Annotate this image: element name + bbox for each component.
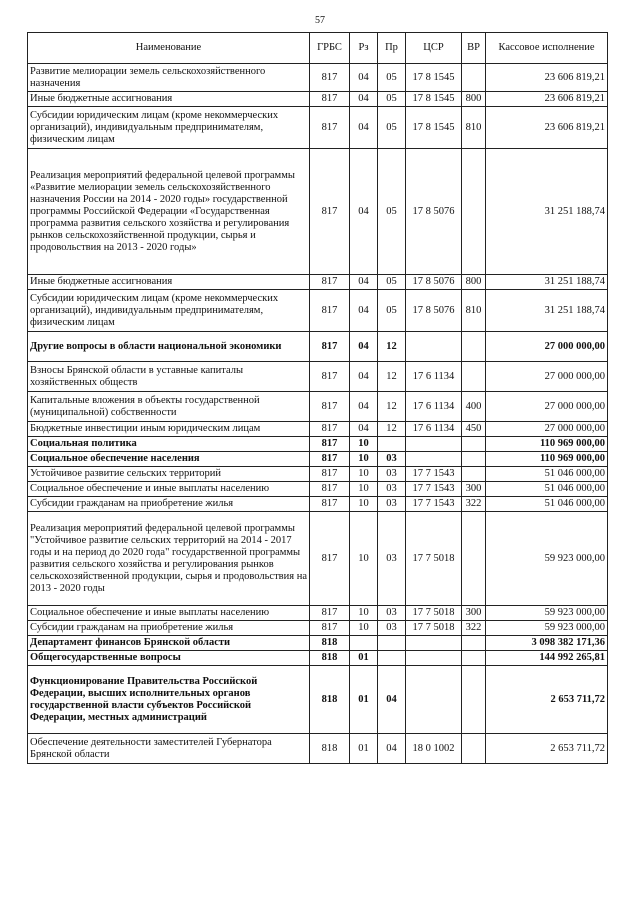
row-grbs: 817 — [310, 92, 350, 107]
row-pr: 03 — [378, 512, 406, 606]
row-pr: 05 — [378, 64, 406, 92]
row-vr: 800 — [462, 275, 486, 290]
table-row — [28, 149, 608, 275]
row-pr: 03 — [378, 482, 406, 497]
row-name: Субсидии юридическим лицам (кроме некоммерческих организаций), индивидуальным предпринимателям, физическим лицам — [28, 107, 310, 149]
table-row — [28, 392, 608, 422]
table-row — [28, 666, 608, 734]
row-grbs: 817 — [310, 497, 350, 512]
row-rz: 10 — [350, 512, 378, 606]
row-amount: 2 653 711,72 — [486, 734, 608, 764]
row-amount: 51 046 000,00 — [486, 482, 608, 497]
row-name: Департамент финансов Брянской области — [28, 636, 310, 651]
row-csr: 17 8 5076 — [406, 149, 462, 275]
table-row — [28, 606, 608, 621]
row-amount: 23 606 819,21 — [486, 64, 608, 92]
row-amount: 27 000 000,00 — [486, 362, 608, 392]
row-pr: 12 — [378, 362, 406, 392]
row-amount: 144 992 265,81 — [486, 651, 608, 666]
row-name: Социальное обеспечение населения — [28, 452, 310, 467]
budget-execution-table — [27, 32, 608, 764]
row-vr: 810 — [462, 107, 486, 149]
row-grbs: 817 — [310, 64, 350, 92]
row-name: Капитальные вложения в объекты государственной (муниципальной) собственности — [28, 392, 310, 422]
row-name: Устойчивое развитие сельских территорий — [28, 467, 310, 482]
row-rz: 10 — [350, 621, 378, 636]
row-vr — [462, 332, 486, 362]
row-amount: 31 251 188,74 — [486, 149, 608, 275]
row-vr: 800 — [462, 92, 486, 107]
row-csr: 17 7 1543 — [406, 467, 462, 482]
row-rz: 10 — [350, 606, 378, 621]
header-csr: ЦСР — [406, 33, 462, 64]
table-row — [28, 275, 608, 290]
row-csr: 17 8 5076 — [406, 290, 462, 332]
row-vr — [462, 636, 486, 651]
row-vr — [462, 437, 486, 452]
row-grbs: 817 — [310, 422, 350, 437]
row-name: Обеспечение деятельности заместителей Губернатора Брянской области — [28, 734, 310, 764]
row-name: Субсидии юридическим лицам (кроме некоммерческих организаций), индивидуальным предпринимателям, физическим лицам — [28, 290, 310, 332]
row-rz: 10 — [350, 482, 378, 497]
row-pr: 03 — [378, 452, 406, 467]
row-pr: 12 — [378, 332, 406, 362]
row-amount: 31 251 188,74 — [486, 275, 608, 290]
header-vr: ВР — [462, 33, 486, 64]
row-csr: 18 0 1002 — [406, 734, 462, 764]
table-row — [28, 64, 608, 92]
row-csr: 17 7 5018 — [406, 606, 462, 621]
row-name: Иные бюджетные ассигнования — [28, 92, 310, 107]
row-rz: 10 — [350, 452, 378, 467]
header-pr: Пр — [378, 33, 406, 64]
row-grbs: 817 — [310, 437, 350, 452]
row-name: Развитие мелиорации земель сельскохозяйственного назначения — [28, 64, 310, 92]
row-name: Взносы Брянской области в уставные капиталы хозяйственных обществ — [28, 362, 310, 392]
header-grbs: ГРБС — [310, 33, 350, 64]
row-pr: 04 — [378, 734, 406, 764]
row-rz: 04 — [350, 92, 378, 107]
table-row — [28, 452, 608, 467]
row-csr — [406, 636, 462, 651]
row-pr: 03 — [378, 497, 406, 512]
row-grbs: 818 — [310, 666, 350, 734]
page-number: 57 — [315, 15, 325, 26]
row-pr — [378, 651, 406, 666]
row-amount: 23 606 819,21 — [486, 107, 608, 149]
header-name: Наименование — [28, 33, 310, 64]
row-pr: 05 — [378, 290, 406, 332]
row-vr: 322 — [462, 497, 486, 512]
row-name: Субсидии гражданам на приобретение жилья — [28, 497, 310, 512]
table-row — [28, 497, 608, 512]
row-rz: 04 — [350, 275, 378, 290]
row-amount: 3 098 382 171,36 — [486, 636, 608, 651]
row-vr — [462, 467, 486, 482]
table-row — [28, 482, 608, 497]
row-csr: 17 8 5076 — [406, 275, 462, 290]
table-row — [28, 512, 608, 606]
row-rz: 04 — [350, 362, 378, 392]
row-rz: 10 — [350, 497, 378, 512]
row-csr: 17 8 1545 — [406, 107, 462, 149]
row-csr: 17 8 1545 — [406, 64, 462, 92]
row-pr: 05 — [378, 275, 406, 290]
row-pr: 03 — [378, 467, 406, 482]
row-rz: 10 — [350, 467, 378, 482]
row-pr: 05 — [378, 92, 406, 107]
row-amount: 27 000 000,00 — [486, 332, 608, 362]
table-row — [28, 437, 608, 452]
row-rz: 10 — [350, 437, 378, 452]
row-csr — [406, 666, 462, 734]
row-name: Общегосударственные вопросы — [28, 651, 310, 666]
row-csr: 17 6 1134 — [406, 392, 462, 422]
row-amount: 110 969 000,00 — [486, 437, 608, 452]
table-header-row — [28, 33, 608, 64]
row-rz: 04 — [350, 422, 378, 437]
row-csr: 17 6 1134 — [406, 362, 462, 392]
row-csr — [406, 332, 462, 362]
row-amount: 59 923 000,00 — [486, 512, 608, 606]
row-grbs: 817 — [310, 107, 350, 149]
table-row — [28, 636, 608, 651]
row-amount: 51 046 000,00 — [486, 467, 608, 482]
row-vr: 810 — [462, 290, 486, 332]
row-rz — [350, 636, 378, 651]
row-csr — [406, 651, 462, 666]
row-amount: 31 251 188,74 — [486, 290, 608, 332]
row-grbs: 817 — [310, 275, 350, 290]
row-amount: 2 653 711,72 — [486, 666, 608, 734]
row-amount: 27 000 000,00 — [486, 392, 608, 422]
row-vr — [462, 651, 486, 666]
row-name: Социальная политика — [28, 437, 310, 452]
header-amount: Кассовое исполнение — [486, 33, 608, 64]
row-csr: 17 8 1545 — [406, 92, 462, 107]
row-pr: 03 — [378, 606, 406, 621]
row-amount: 110 969 000,00 — [486, 452, 608, 467]
row-grbs: 818 — [310, 734, 350, 764]
row-rz: 01 — [350, 666, 378, 734]
row-vr: 300 — [462, 482, 486, 497]
row-vr — [462, 452, 486, 467]
row-grbs: 818 — [310, 636, 350, 651]
row-csr — [406, 437, 462, 452]
row-csr: 17 6 1134 — [406, 422, 462, 437]
row-csr: 17 7 1543 — [406, 497, 462, 512]
table-row — [28, 332, 608, 362]
row-amount: 23 606 819,21 — [486, 92, 608, 107]
row-name: Реализация мероприятий федеральной целевой программы "Устойчивое развитие сельских территорий на 2014 - 2017 годы и на период до 2020 года" государственной программы развития сельского хозяйства и регулирования рынков сельскохозяйственной продукции, сырья и продовольствия на 2013 - 2020 годы — [28, 512, 310, 606]
row-csr — [406, 452, 462, 467]
row-name: Реализация мероприятий федеральной целевой программы «Развитие мелиорации земель сельскохозяйственного назначения России на 2014 - 2020 годы» государственной программы Российской Федерации «Государственная программа развития сельского хозяйства и регулирования рынков сельскохозяйственной продукции, сырья и продовольствия на 2013 - 2020 годы» — [28, 149, 310, 275]
row-rz: 04 — [350, 149, 378, 275]
table-row — [28, 362, 608, 392]
row-pr — [378, 437, 406, 452]
row-amount: 59 923 000,00 — [486, 606, 608, 621]
row-pr — [378, 636, 406, 651]
row-grbs: 817 — [310, 512, 350, 606]
table-row — [28, 290, 608, 332]
row-pr: 04 — [378, 666, 406, 734]
row-rz: 04 — [350, 64, 378, 92]
row-grbs: 818 — [310, 651, 350, 666]
row-grbs: 817 — [310, 606, 350, 621]
row-rz: 04 — [350, 392, 378, 422]
row-pr: 03 — [378, 621, 406, 636]
row-name: Функционирование Правительства Российской Федерации, высших исполнительных органов государственной власти субъектов Российской Федерации, местных администраций — [28, 666, 310, 734]
row-rz: 04 — [350, 332, 378, 362]
row-pr: 12 — [378, 392, 406, 422]
row-pr: 05 — [378, 149, 406, 275]
row-rz: 04 — [350, 290, 378, 332]
row-csr: 17 7 1543 — [406, 482, 462, 497]
table-row — [28, 734, 608, 764]
row-name: Бюджетные инвестиции иным юридическим лицам — [28, 422, 310, 437]
row-grbs: 817 — [310, 482, 350, 497]
row-rz: 01 — [350, 651, 378, 666]
row-vr — [462, 362, 486, 392]
table-row — [28, 92, 608, 107]
row-pr: 12 — [378, 422, 406, 437]
row-rz: 04 — [350, 107, 378, 149]
row-csr: 17 7 5018 — [406, 621, 462, 636]
row-grbs: 817 — [310, 290, 350, 332]
row-amount: 59 923 000,00 — [486, 621, 608, 636]
row-grbs: 817 — [310, 452, 350, 467]
row-vr: 450 — [462, 422, 486, 437]
row-amount: 51 046 000,00 — [486, 497, 608, 512]
row-amount: 27 000 000,00 — [486, 422, 608, 437]
row-grbs: 817 — [310, 149, 350, 275]
row-vr — [462, 734, 486, 764]
row-name: Другие вопросы в области национальной экономики — [28, 332, 310, 362]
row-name: Социальное обеспечение и иные выплаты населению — [28, 606, 310, 621]
row-vr: 400 — [462, 392, 486, 422]
row-vr — [462, 666, 486, 734]
row-vr: 300 — [462, 606, 486, 621]
row-name: Социальное обеспечение и иные выплаты населению — [28, 482, 310, 497]
table-row — [28, 107, 608, 149]
row-grbs: 817 — [310, 467, 350, 482]
row-grbs: 817 — [310, 621, 350, 636]
row-vr — [462, 512, 486, 606]
row-grbs: 817 — [310, 392, 350, 422]
row-vr — [462, 64, 486, 92]
table-row — [28, 422, 608, 437]
table-row — [28, 467, 608, 482]
row-rz: 01 — [350, 734, 378, 764]
row-grbs: 817 — [310, 362, 350, 392]
table-row — [28, 621, 608, 636]
row-name: Субсидии гражданам на приобретение жилья — [28, 621, 310, 636]
row-csr: 17 7 5018 — [406, 512, 462, 606]
table-row — [28, 651, 608, 666]
row-name: Иные бюджетные ассигнования — [28, 275, 310, 290]
row-vr: 322 — [462, 621, 486, 636]
row-pr: 05 — [378, 107, 406, 149]
row-grbs: 817 — [310, 332, 350, 362]
row-vr — [462, 149, 486, 275]
header-rz: Рз — [350, 33, 378, 64]
